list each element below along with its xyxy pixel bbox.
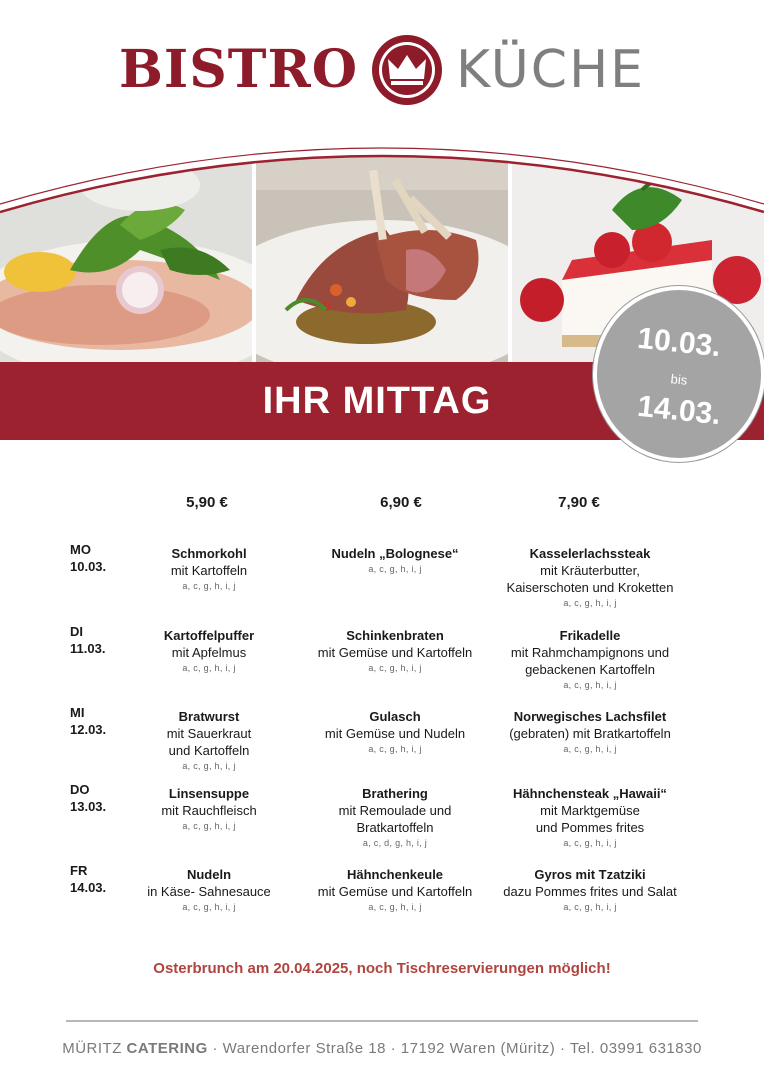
dish-description: Kaiserschoten und Kroketten [506,580,674,595]
menu-item [285,708,505,756]
dish-description: mit Kartoffeln [170,563,248,578]
menu-item [480,708,700,756]
logo-bistro-text: BISTRO [118,39,358,100]
dish-allergens: a, c, g, h, i, j [182,821,236,831]
dish-name: Hähnchensteak „Hawaii“ [513,786,667,801]
footer-divider [66,1020,698,1022]
menu-item [285,866,505,914]
dish-description: in Käse- Sahnesauce [147,884,271,899]
dish-description: mit Kräuterbutter, [540,563,640,578]
menu-item [480,627,700,692]
dish-allergens: a, c, g, h, i, j [182,663,236,673]
dish-allergens: a, c, g, h, i, j [563,838,617,848]
dish-description: mit Gemüse und Kartoffeln [317,884,473,899]
date-separator: bis [669,371,689,388]
dish-name: Nudeln [186,867,232,882]
day-name: DO [70,782,90,797]
logo-kueche-text: KÜCHE [456,40,646,100]
dish-description: mit Sauerkraut [166,726,252,741]
dish-description: und Kartoffeln [168,743,250,758]
price-column-3: 7,90 € [558,494,600,511]
day-date: 14.03. [70,880,107,895]
dish-description: dazu Pommes frites und Salat [503,884,677,899]
date-range-badge [593,286,764,462]
dish-description: mit Marktgemüse [540,803,640,818]
dish-description: Bratkartoffeln [356,820,434,835]
date-to: 14.03. [635,389,723,432]
dish-allergens: a, c, g, h, i, j [182,902,236,912]
dish-allergens: a, c, g, h, i, j [563,680,617,690]
dish-description: mit Rauchfleisch [161,803,257,818]
menu-item [285,627,505,675]
menu-item [480,785,700,850]
footer-company-bold: CATERING [126,1040,208,1057]
dish-name: Frikadelle [559,628,621,643]
photo-carpaccio-salad [0,130,252,362]
dish-name: Schinkenbraten [346,628,444,643]
day-date: 12.03. [70,722,107,737]
footer-address: · Warendorfer Straße 18 · 17192 Waren (Müritz) · Tel. 03991 631830 [212,1040,702,1057]
dish-description: mit Gemüse und Nudeln [324,726,466,741]
dish-description: und Pommes frites [535,820,645,835]
dish-allergens: a, c, g, h, i, j [368,663,422,673]
footer-company-light: MÜRITZ [62,1040,122,1057]
dish-description: mit Remoulade und [338,803,452,818]
dish-allergens: a, c, g, h, i, j [563,902,617,912]
dish-name: Norwegisches Lachsfilet [513,709,667,724]
day-date: 11.03. [70,641,106,656]
dish-allergens: a, c, g, h, i, j [368,902,422,912]
logo [0,30,764,110]
dish-allergens: a, c, g, h, i, j [368,744,422,754]
price-column-1: 5,90 € [186,494,228,511]
dish-allergens: a, c, g, h, i, j [182,761,236,771]
dish-description: mit Gemüse und Kartoffeln [317,645,473,660]
menu-item [285,785,505,850]
dish-allergens: a, c, g, h, i, j [182,581,236,591]
banner-title: IHR MITTAG [262,379,492,422]
menu-item [480,866,700,914]
dish-name: Kasselerlachssteak [529,546,651,561]
dish-description: gebackenen Kartoffeln [525,662,655,677]
dish-name: Gulasch [369,709,421,724]
menu-item [285,545,505,576]
dish-allergens: a, c, g, h, i, j [368,564,422,574]
dish-description: mit Apfelmus [171,645,247,660]
dish-name: Nudeln „Bolognese“ [331,546,459,561]
price-column-2: 6,90 € [380,494,422,511]
day-name: FR [70,863,88,878]
day-name: MO [70,542,91,557]
dish-description: (gebraten) mit Bratkartoffeln [509,726,671,741]
announcement: Osterbrunch am 20.04.2025, noch Tischreservierungen möglich! [153,960,611,977]
dish-name: Kartoffelpuffer [163,628,255,643]
day-date: 10.03. [70,559,107,574]
dish-name: Brathering [362,786,428,801]
dish-name: Schmorkohl [171,546,247,561]
dish-allergens: a, c, g, h, i, j [563,744,617,754]
dish-allergens: a, c, g, h, i, j [563,598,617,608]
photo-lamb-rack [256,130,508,362]
dish-name: Bratwurst [178,709,240,724]
menu-item [480,545,700,610]
day-name: MI [70,705,85,720]
dish-name: Hähnchenkeule [346,867,444,882]
crown-icon [370,33,444,107]
footer-contact [0,1040,764,1057]
dish-name: Gyros mit Tzatziki [534,867,646,882]
dish-description: mit Rahmchampignons und [510,645,670,660]
dish-allergens: a, c, d, g, h, i, j [362,838,428,848]
day-date: 13.03. [70,799,107,814]
dish-name: Linsensuppe [168,786,250,801]
day-name: DI [70,624,83,639]
date-from: 10.03. [635,321,723,364]
